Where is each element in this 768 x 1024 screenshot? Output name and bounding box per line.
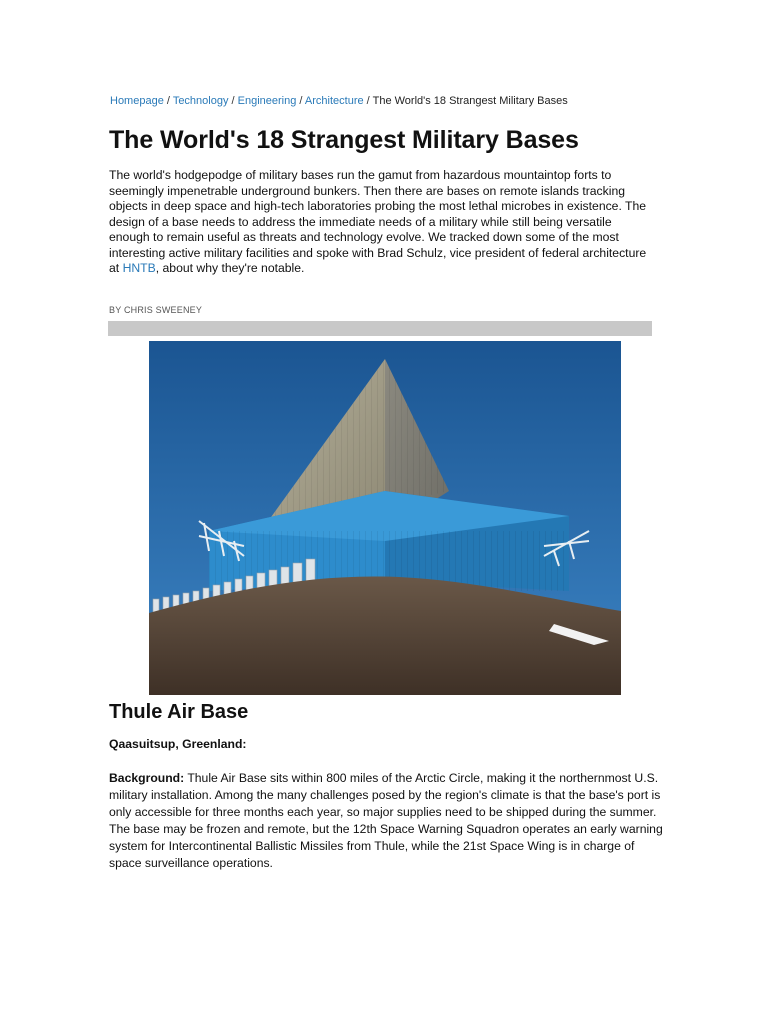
breadcrumb-separator: /: [363, 95, 373, 107]
byline: BY CHRIS SWEENEY: [109, 305, 203, 315]
breadcrumb-separator: /: [163, 95, 173, 107]
section-background: [109, 770, 669, 872]
page-title: The World's 18 Strangest Military Bases: [109, 126, 579, 154]
section-heading: Thule Air Base: [109, 701, 249, 723]
breadcrumb-separator: /: [296, 95, 305, 107]
breadcrumb-link-engineering[interactable]: Engineering: [237, 95, 297, 107]
intro-text-end: , about why they're notable.: [155, 261, 305, 275]
thule-air-base-photo: [149, 341, 621, 695]
background-label: Background:: [109, 771, 185, 785]
breadcrumb-link-architecture[interactable]: Architecture: [304, 95, 364, 107]
background-text: Thule Air Base sits within 800 miles of the Arctic Circle, making it the northernmost U.S. military installation. Among the many challenges posed by the region's climate is that the base's port is only accessible for three months each year, so major supplies need to be shipped during the summer. The base may be frozen and remote, but the 12th Space Warning Squadron operates an early warning system for Intercontinental Ballistic Missiles from Thule, while the 21st Space Wing is in charge of space surveillance operations.: [109, 771, 663, 870]
hntb-link[interactable]: HNTB: [122, 261, 156, 275]
divider-bar: [108, 321, 652, 336]
article-intro: [109, 168, 654, 277]
breadcrumb: [110, 95, 568, 107]
breadcrumb-current: The World's 18 Strangest Military Bases: [372, 95, 568, 107]
breadcrumb-link-technology[interactable]: Technology: [172, 95, 229, 107]
intro-text: The world's hodgepodge of military bases run the gamut from hazardous mountaintop forts to seemingly impenetrable underground bunkers. Then there are bases on remote islands tracking objects in deep space and high-tech laboratories probing the most lethal microbes in existence. The design of a base needs to address the immediate needs of a military while still being versatile enough to remain useful as threats and technology evolve. We tracked down some of the most interesting active military facilities and spoke with Brad Schulz, vice president of federal architecture at: [109, 168, 647, 275]
breadcrumb-link-homepage[interactable]: Homepage: [110, 95, 164, 107]
breadcrumb-separator: /: [228, 95, 238, 107]
section-location: Qaasuitsup, Greenland:: [109, 737, 247, 751]
